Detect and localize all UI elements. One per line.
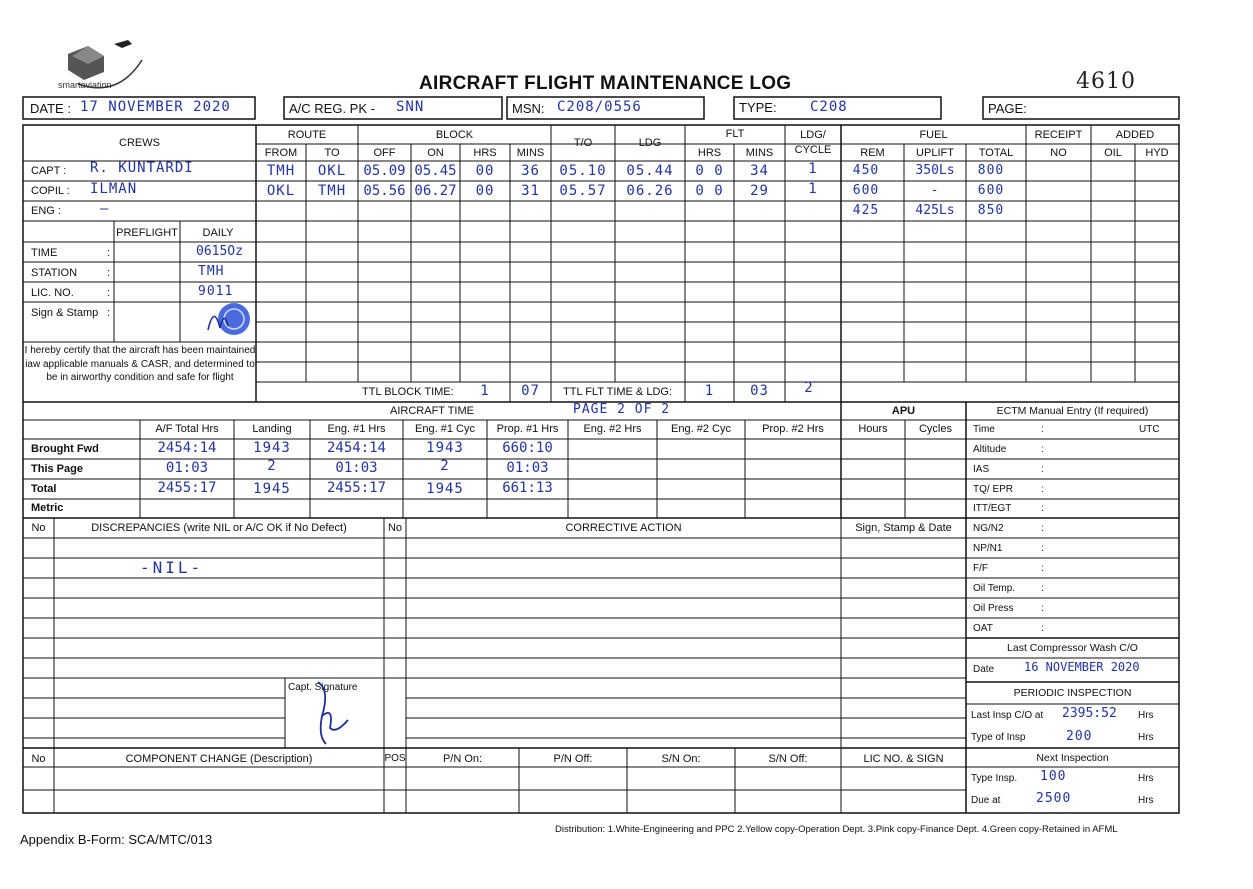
col-af-total: A/F Total Hrs [155, 423, 219, 435]
eng1-cyc-value[interactable]: 2 [440, 458, 450, 474]
col-landing: Landing [252, 423, 292, 435]
fuel-uplift[interactable]: 350Ls [915, 163, 955, 178]
ectm-utc: UTC [1139, 424, 1160, 435]
prop1-hrs-value[interactable]: 661:13 [502, 480, 553, 496]
pn-off-header: P/N Off: [553, 753, 593, 765]
ectm-label: ITT/EGT [973, 503, 1012, 514]
flt-header: FLT [725, 128, 745, 140]
due-at-unit: Hrs [1138, 795, 1154, 806]
daily-lic-field[interactable]: 9011 [198, 284, 234, 299]
due-at-label: Due at [971, 795, 1001, 806]
prop1-hrs-value[interactable]: 660:10 [502, 440, 553, 456]
type-insp-label: Type of Insp [971, 732, 1026, 743]
flight-on[interactable]: 05.45 [414, 163, 457, 179]
colon: : [1041, 484, 1044, 495]
capt-label: CAPT : [31, 165, 67, 177]
colon: : [1041, 523, 1044, 534]
eng1-cyc-value[interactable]: 1945 [426, 481, 464, 497]
pos-header: POS [384, 753, 406, 764]
fuel-header: FUEL [919, 129, 948, 141]
block-header: BLOCK [435, 129, 474, 141]
flight-cycle[interactable]: 1 [808, 181, 818, 197]
flight-flt-hrs[interactable]: 0 0 [695, 163, 724, 179]
ectm-label: Time [973, 424, 995, 435]
msn-label: MSN: [512, 101, 545, 116]
colon: : [1041, 464, 1044, 475]
ttl-flt-hrs[interactable]: 1 [704, 383, 715, 399]
periodic-title: PERIODIC INSPECTION [1013, 687, 1132, 699]
from-header: FROM [264, 147, 298, 159]
af-total-value[interactable]: 2455:17 [157, 480, 217, 496]
col-eng2-cyc: Eng. #2 Cyc [671, 423, 731, 435]
flight-off[interactable]: 05.09 [363, 163, 406, 179]
flight-block-mins[interactable]: 36 [521, 163, 540, 179]
to-header: TO [324, 147, 340, 159]
colon: : [1041, 623, 1044, 634]
row-label: Total [31, 483, 57, 495]
discrepancies-header: DISCREPANCIES (write NIL or A/C OK if No Defect) [91, 522, 347, 534]
pn-on-header: P/N On: [442, 753, 483, 765]
colon: : [107, 287, 111, 299]
certification-statement: I hereby certify that the aircraft has been maintained iaw applicable manuals & CASR, and determined to be in airworthy condition and safe for flight [24, 345, 256, 383]
aircraft-time-title: AIRCRAFT TIME [390, 405, 474, 417]
uplift-header: UPLIFT [916, 147, 954, 159]
ectm-label: F/F [973, 563, 988, 574]
col-eng1-hrs: Eng. #1 Hrs [327, 423, 386, 435]
eng-field[interactable]: — [100, 201, 110, 217]
eng1-hrs-value[interactable]: 2455:17 [326, 480, 386, 496]
flight-flt-mins[interactable]: 34 [750, 163, 769, 179]
capt-signature-icon [300, 676, 360, 748]
ectm-label: TQ/ EPR [973, 484, 1014, 495]
ttl-block-mins[interactable]: 07 [521, 383, 540, 399]
ectm-title: ECTM Manual Entry (If required) [996, 405, 1149, 417]
flight-flt-hrs[interactable]: 0 0 [695, 183, 724, 199]
ttl-flt-mins[interactable]: 03 [750, 383, 769, 399]
last-insp-label: Last Insp C/O at [971, 710, 1044, 721]
fuel-uplift[interactable]: 425Ls [915, 203, 955, 218]
apu-title: APU [891, 405, 916, 417]
colon: : [1041, 583, 1044, 594]
colon: : [107, 247, 111, 259]
receipt-no-header: NO [1050, 147, 1067, 159]
crews-header: CREWS [119, 137, 160, 149]
ectm-label: Altitude [973, 444, 1007, 455]
next-insp-title: Next Inspection [1036, 752, 1109, 764]
type-field[interactable]: C208 [810, 99, 848, 115]
flight-to[interactable]: TMH [317, 183, 347, 199]
ttl-block-hrs[interactable]: 1 [480, 383, 490, 399]
ldg-cycle-header: LDG/ CYCLE [794, 129, 832, 156]
colon: : [1041, 444, 1044, 455]
apu-cycles-header: Cycles [918, 423, 952, 435]
ldg-header: LDG [638, 137, 662, 149]
colon: : [1041, 543, 1044, 554]
next-type-unit: Hrs [1138, 773, 1154, 784]
row-label: Brought Fwd [31, 443, 99, 455]
row-label: This Page [31, 463, 83, 475]
eng1-cyc-value[interactable]: 1943 [426, 440, 464, 456]
apu-hours-header: Hours [858, 423, 888, 435]
sn-off-header: S/N Off: [768, 753, 808, 765]
total-header: TOTAL [978, 147, 1014, 159]
af-total-value[interactable]: 2454:14 [157, 440, 217, 456]
daily-time-field[interactable]: 0615Oz [196, 244, 243, 259]
time-label: TIME [31, 247, 58, 259]
ectm-label: Oil Temp. [973, 583, 1016, 594]
ttl-ldg[interactable]: 2 [804, 380, 814, 396]
row-label: Metric [31, 502, 64, 514]
page-note: PAGE 2 OF 2 [573, 402, 671, 417]
last-insp-unit: Hrs [1138, 710, 1154, 721]
eng1-hrs-value[interactable]: 01:03 [335, 460, 378, 476]
inspection-stamp-icon [206, 300, 254, 338]
sn-on-header: S/N On: [661, 753, 701, 765]
distribution-note: Distribution: 1.White-Engineering and PPC 2.Yellow copy-Operation Dept. 3.Pink copy-Finance Dept. 4.Green copy-Retained in AFML [555, 824, 1118, 835]
fuel-uplift[interactable]: - [930, 183, 940, 198]
hyd-header: HYD [1145, 147, 1169, 159]
daily-header: DAILY [202, 227, 234, 239]
next-type-field[interactable]: 100 [1040, 769, 1067, 784]
copil-field[interactable]: ILMAN [90, 181, 138, 197]
capt-field[interactable]: R. KUNTARDI [90, 160, 194, 176]
type-insp-field[interactable]: 200 [1066, 729, 1093, 744]
logo [58, 38, 153, 94]
rem-header: REM [860, 147, 885, 159]
flight-landing[interactable]: 05.44 [626, 163, 674, 179]
page-title: AIRCRAFT FLIGHT MAINTENANCE LOG [419, 73, 792, 94]
corrective-action-header: CORRECTIVE ACTION [565, 522, 682, 534]
flight-takeoff[interactable]: 05.10 [559, 163, 607, 179]
colon: : [1041, 563, 1044, 574]
flt-hrs-header: HRS [697, 147, 722, 159]
flight-to[interactable]: OKL [317, 163, 347, 179]
sign-stamp-label: Sign & Stamp [31, 307, 99, 319]
acreg-label: A/C REG. PK - [289, 101, 375, 116]
compressor-date-field[interactable]: 16 NOVEMBER 2020 [1024, 660, 1140, 674]
flight-takeoff[interactable]: 05.57 [559, 183, 607, 199]
ttl-block-label: TTL BLOCK TIME: [362, 386, 454, 398]
landing-value[interactable]: 1943 [253, 440, 291, 456]
type-insp-unit: Hrs [1138, 732, 1154, 743]
flight-from[interactable]: OKL [266, 183, 296, 199]
colon: : [107, 267, 111, 279]
af-total-value[interactable]: 01:03 [165, 460, 209, 476]
fuel-total[interactable]: 800 [977, 163, 1005, 178]
colon: : [107, 307, 111, 319]
ectm-label: NG/N2 [973, 523, 1004, 534]
eng-label: ENG : [31, 205, 61, 217]
due-at-field[interactable]: 2500 [1036, 791, 1072, 806]
prop1-hrs-value[interactable]: 01:03 [506, 460, 549, 476]
landing-value[interactable]: 2 [267, 458, 277, 474]
flt-mins-header: MINS [745, 147, 774, 159]
fuel-total[interactable]: 850 [977, 203, 1005, 218]
colon: : [1041, 503, 1044, 514]
ectm-label: NP/N1 [973, 543, 1003, 554]
preflight-header: PREFLIGHT [116, 227, 178, 239]
col-prop1-hrs: Prop. #1 Hrs [496, 423, 559, 435]
oil-header: OIL [1104, 147, 1122, 159]
col-eng1-cyc: Eng. #1 Cyc [415, 423, 475, 435]
receipt-header: RECEIPT [1034, 129, 1083, 141]
component-desc-header: COMPONENT CHANGE (Description) [125, 753, 313, 765]
hrs-header: HRS [473, 147, 497, 159]
ectm-label: Oil Press [973, 603, 1014, 614]
discrepancy-entry[interactable]: -NIL- [140, 558, 204, 577]
last-insp-field[interactable]: 2395:52 [1062, 706, 1117, 721]
flight-on[interactable]: 06.27 [414, 183, 457, 199]
off-header: OFF [373, 147, 396, 159]
form-code: Appendix B-Form: SCA/MTC/013 [20, 832, 213, 847]
compressor-title: Last Compressor Wash C/O [1007, 642, 1138, 654]
logo-brand: smartaviation [58, 80, 112, 90]
landing-value[interactable]: 1945 [253, 481, 291, 497]
daily-station-field[interactable]: TMH [198, 264, 225, 279]
component-no-header: No [31, 753, 46, 765]
sign-stamp-date-header: Sign, Stamp & Date [855, 522, 952, 534]
flight-block-hrs[interactable]: 00 [475, 163, 495, 179]
flight-from[interactable]: TMH [266, 163, 296, 179]
route-header: ROUTE [287, 129, 327, 141]
capt-signature-label: Capt. Signature [288, 682, 358, 693]
flight-off[interactable]: 05.56 [363, 183, 406, 199]
flight-block-hrs[interactable]: 00 [475, 183, 495, 199]
acreg-field[interactable]: SNN [396, 99, 425, 115]
col-eng2-hrs: Eng. #2 Hrs [583, 423, 642, 435]
lic-sign-header: LIC NO. & SIGN [863, 753, 944, 765]
date-field[interactable]: 17 NOVEMBER 2020 [80, 99, 231, 115]
fuel-rem[interactable]: 450 [852, 163, 880, 178]
date-label: DATE : [30, 101, 71, 116]
eng1-hrs-value[interactable]: 2454:14 [326, 440, 386, 456]
disc-no-header: No [31, 522, 46, 534]
ttl-flt-label: TTL FLT TIME & LDG: [563, 386, 673, 398]
msn-field[interactable]: C208/0556 [557, 99, 642, 115]
flight-landing[interactable]: 06.26 [626, 183, 674, 199]
col-prop2-hrs: Prop. #2 Hrs [762, 423, 824, 435]
type-label: TYPE: [739, 100, 777, 115]
fuel-rem[interactable]: 600 [852, 183, 880, 198]
copil-label: COPIL : [31, 185, 70, 197]
next-type-label: Type Insp. [971, 773, 1018, 784]
compressor-date-label: Date [973, 664, 995, 675]
flight-flt-mins[interactable]: 29 [750, 183, 769, 199]
flight-cycle[interactable]: 1 [808, 161, 818, 177]
fuel-rem[interactable]: 425 [852, 203, 880, 218]
lic-label: LIC. NO. [31, 287, 74, 299]
to-time-header: T/O [573, 137, 593, 149]
form-serial: 4610 [1076, 69, 1136, 94]
ectm-label: IAS [973, 464, 990, 475]
station-label: STATION [31, 267, 78, 279]
corrective-no-header: No [387, 522, 403, 534]
mins-header: MINS [516, 147, 545, 159]
ectm-label: OAT [973, 623, 993, 634]
colon: : [1041, 424, 1044, 435]
page-label: PAGE: [988, 101, 1027, 116]
colon: : [1041, 603, 1044, 614]
fuel-total[interactable]: 600 [977, 183, 1005, 198]
added-header: ADDED [1115, 129, 1155, 141]
on-header: ON [427, 147, 444, 159]
flight-block-mins[interactable]: 31 [521, 183, 540, 199]
